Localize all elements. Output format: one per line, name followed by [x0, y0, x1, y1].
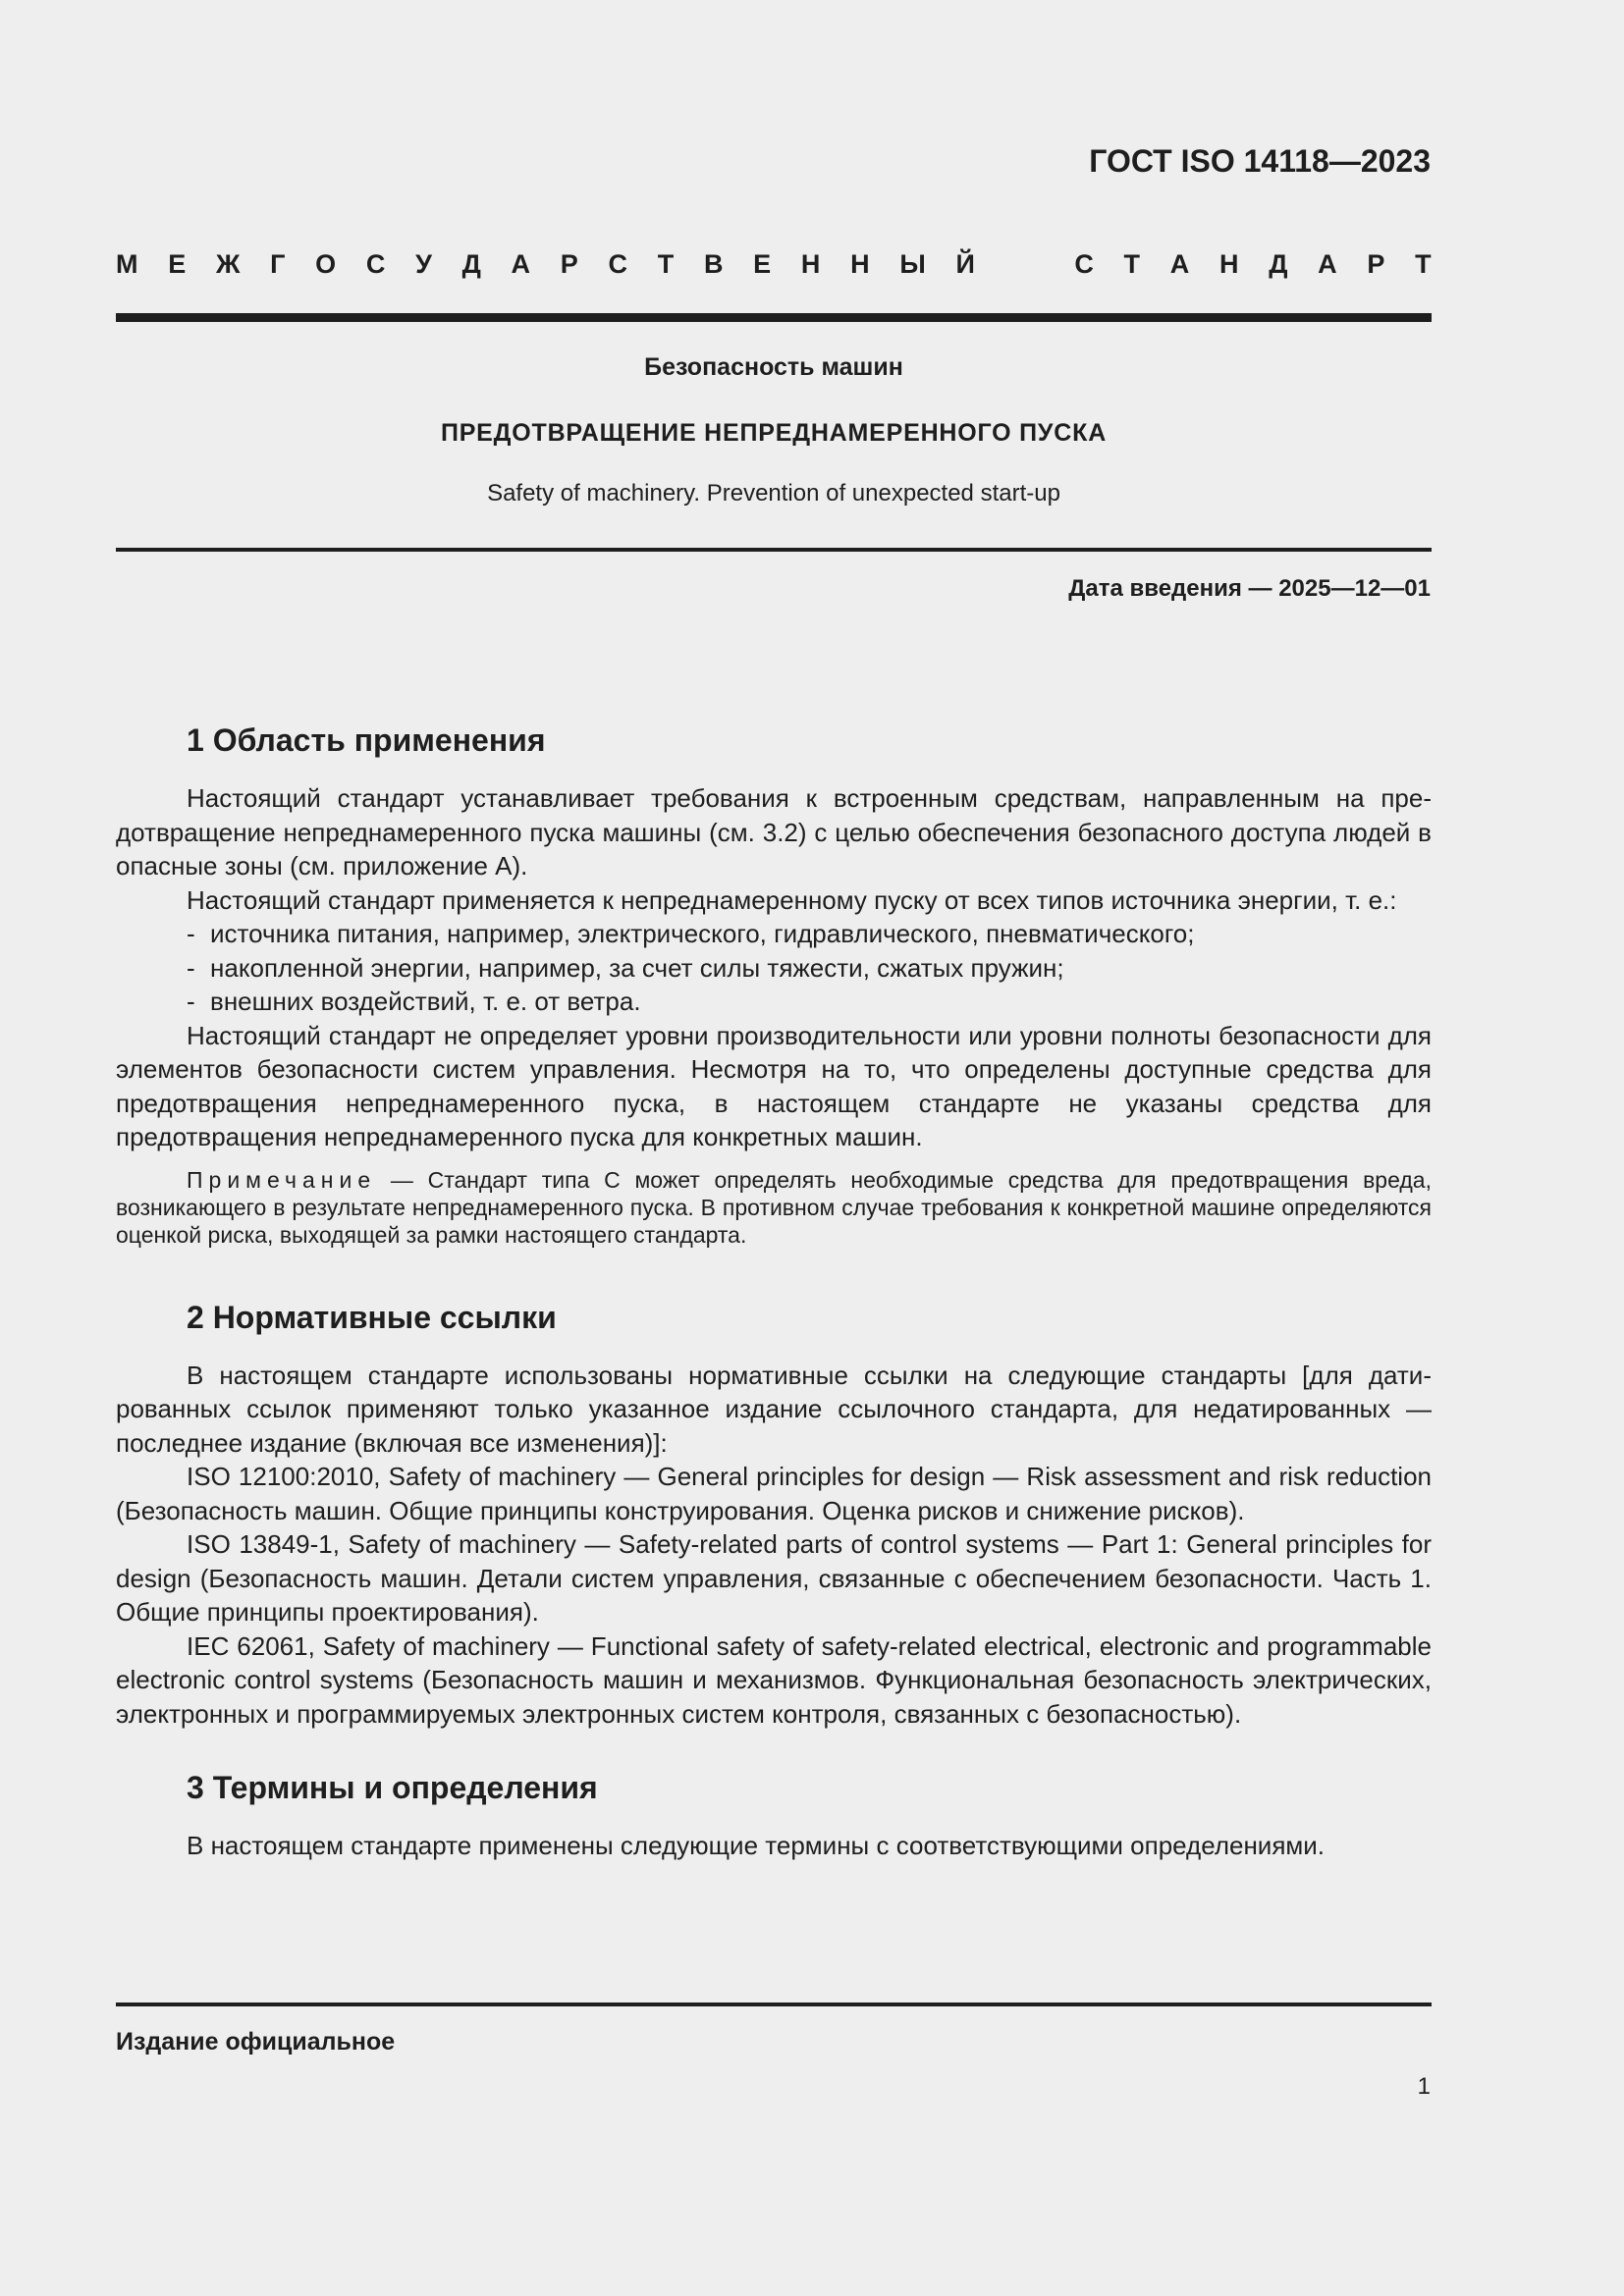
- standard-kind-letter: Р: [1367, 249, 1385, 279]
- list-item: [116, 917, 1432, 951]
- standard-kind-letter: Д: [461, 249, 481, 279]
- edition-label: Издание официальное: [116, 2028, 396, 2056]
- letter-gap: [1005, 249, 1045, 280]
- standard-kind-letter: Г: [270, 249, 286, 279]
- list-item-text: источника питания, например, электрического, гидравлического, пневматического;: [210, 919, 1195, 948]
- list-item: [116, 985, 1432, 1019]
- standard-kind-letter: А: [1169, 249, 1190, 279]
- standard-kind-letter: Ы: [899, 249, 926, 279]
- reference-item: ISO 13849-1, Safety of machinery — Safety-related parts of control systems — Part 1: General principles for design (Безопасность машин. Детали систем управления, связанные с обеспечением безопасности. Часть 1. Общие принципы проектирования).: [116, 1529, 1432, 1627]
- title-rule: [116, 548, 1432, 552]
- note: [116, 1166, 1432, 1249]
- standard-kind-heading: [116, 249, 1432, 280]
- standard-kind-letter: Т: [1415, 249, 1432, 279]
- paragraph: В настоящем стандарте использованы нормативные ссылки на следующие стандарты [для датированных ссылок применяют только указанное издание ссылочного стандарта, для недатированных — последнее издание (включая все изменения)]:: [116, 1360, 1432, 1458]
- standard-kind-letter: Т: [657, 249, 675, 279]
- list-item: [116, 951, 1432, 986]
- standard-kind-letter: А: [1318, 249, 1337, 279]
- header-rule: [116, 313, 1432, 322]
- standard-kind-letter: Д: [1269, 249, 1288, 279]
- bullet-dash: -: [187, 987, 195, 1016]
- standard-kind-letter: Е: [753, 249, 772, 279]
- bullet-dash: -: [187, 952, 195, 983]
- section-2-heading: 2 Нормативные ссылки: [187, 1299, 557, 1335]
- standard-kind-letter: Т: [1123, 249, 1141, 279]
- list-item-text: внешних воздействий, т. е. от ветра.: [210, 987, 641, 1016]
- bullet-dash: -: [187, 919, 195, 948]
- document-body: [116, 717, 1432, 1863]
- paragraph: Настоящий стандарт устанавливает требования к встроенным средствам, направленным на предотвращение непреднамеренного пуска машины (см. 3.2) с целью обеспечения безопасного доступа людей в опасные зоны (см. приложение А).: [116, 783, 1432, 881]
- introduction-date: Дата введения — 2025—12—01: [1068, 575, 1431, 602]
- paragraph: Настоящий стандарт не определяет уровни производительности или уровни полноты безопасности для элементов безопасности систем управления. Несмотря на то, что определены доступные средства для предотвращения непреднамеренного пуска, в настоящем стандарте не указаны средства для предотвращения непреднамеренного пуска для конкретных машин.: [116, 1020, 1432, 1151]
- section-1-body: [116, 781, 1432, 1249]
- page-number: 1: [1417, 2073, 1431, 2100]
- standard-kind-letter: С: [608, 249, 627, 279]
- standard-kind-letter: О: [315, 249, 337, 279]
- section-2-body: [116, 1359, 1432, 1732]
- note-text: — Стандарт типа С может определять необходимые средства для предотвращения вреда, возникающего в результате непреднамеренного пуска. В противном случае требования к конкретной машине определяются оценкой риска, выходящей за рамки настоящего стандарта.: [116, 1166, 1432, 1248]
- standard-kind-letter: С: [1074, 249, 1094, 279]
- document-title-ru: ПРЕДОТВРАЩЕНИЕ НЕПРЕДНАМЕРЕННОГО ПУСКА: [440, 419, 1108, 447]
- standard-kind-letter: Ж: [215, 249, 241, 279]
- paragraph: В настоящем стандарте применены следующие термины с соответствующими определениями.: [187, 1831, 1326, 1860]
- standard-kind-letter: С: [365, 249, 386, 279]
- footer-rule: [116, 2002, 1432, 2006]
- list-item-text: накопленной энергии, например, за счет силы тяжести, сжатых пружин;: [210, 952, 1064, 983]
- section-1-heading: 1 Область применения: [187, 722, 546, 758]
- reference-item: ISO 12100:2010, Safety of machinery — General principles for design — Risk assessment and risk reduction (Безопасность машин. Общие принципы конструирования. Оценка рисков и снижение рисков).: [116, 1462, 1432, 1525]
- standard-kind-letter: Й: [955, 249, 975, 279]
- standard-kind-letter: Р: [560, 249, 578, 279]
- standard-kind-letter: М: [116, 249, 138, 279]
- standard-kind-letter: Е: [168, 249, 187, 279]
- standard-kind-letter: Н: [800, 249, 821, 279]
- section-3-body: [116, 1829, 1432, 1863]
- standard-kind-letter: Н: [1218, 249, 1239, 279]
- paragraph: Настоящий стандарт применяется к непреднамеренному пуску от всех типов источника энергии, т. е.:: [187, 884, 1397, 915]
- standard-kind-letter: Н: [850, 249, 870, 279]
- subject-title: Безопасность машин: [644, 353, 903, 381]
- document-title-en: Safety of machinery. Prevention of unexpected start-up: [487, 480, 1060, 507]
- standard-kind-letter: У: [415, 249, 432, 279]
- note-label: Примечание: [187, 1166, 377, 1193]
- document-number: ГОСТ ISO 14118—2023: [1089, 143, 1431, 179]
- standard-kind-letter: А: [511, 249, 531, 279]
- reference-item: IEC 62061, Safety of machinery — Functional safety of safety-related electrical, electronic and programmable electronic control systems (Безопасность машин и механизмов. Функциональная безопасность электрических, электронных и программируемых электронных систем контроля, связанных с безопасностью).: [116, 1630, 1432, 1729]
- standard-kind-letter: В: [703, 249, 724, 279]
- section-3-heading: 3 Термины и определения: [187, 1770, 598, 1805]
